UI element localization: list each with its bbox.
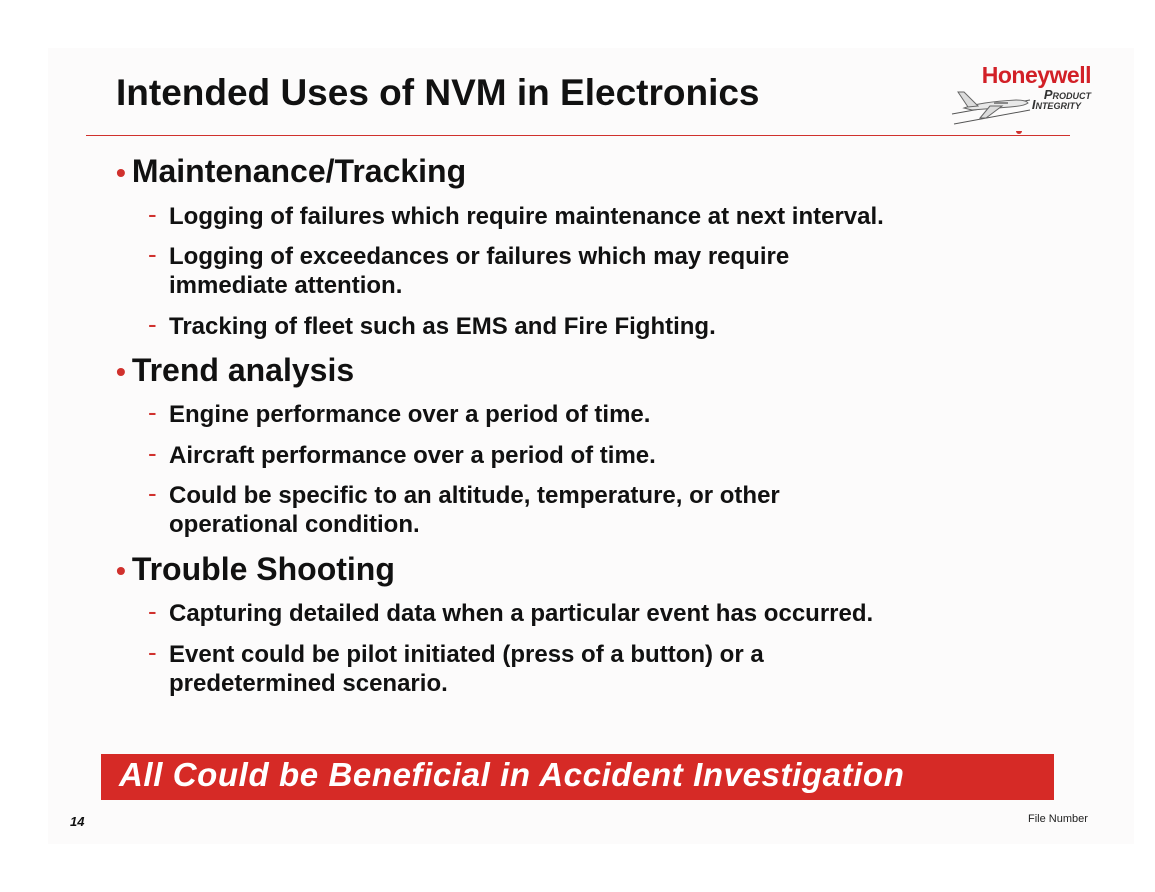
dash-icon: -	[148, 438, 157, 468]
list-item	[148, 478, 780, 539]
list-item	[148, 199, 884, 231]
logo-subtitle-line2: Integrity	[1031, 97, 1081, 112]
section-heading-text: Maintenance/Tracking	[131, 153, 467, 189]
list-item-line: Aircraft performance over a period of time.	[169, 442, 656, 469]
logo-subtitle	[1018, 87, 1091, 112]
bullet-icon: •	[116, 356, 126, 387]
list-item-line: Tracking of fleet such as EMS and Fire Fighting.	[169, 313, 716, 340]
dash-icon: -	[148, 637, 157, 667]
logo-subtitle-line1: Product	[1043, 87, 1091, 102]
list-item-line: Could be specific to an altitude, temperature, or other	[169, 482, 780, 509]
slide-title: Intended Uses of NVM in Electronics	[116, 72, 760, 113]
dash-icon: -	[148, 199, 157, 229]
list-item-line: Logging of failures which require maintenance at next interval.	[169, 203, 884, 230]
list-item-line: predetermined scenario.	[169, 670, 448, 697]
dash-icon: -	[148, 478, 157, 508]
section-heading-maintenance	[116, 153, 466, 190]
list-item	[148, 309, 716, 341]
dash-icon: -	[148, 596, 157, 626]
dash-icon: -	[148, 239, 157, 269]
list-item	[148, 397, 651, 429]
bullet-icon: •	[116, 555, 126, 586]
list-item-line: operational condition.	[169, 511, 420, 538]
list-item	[148, 438, 656, 470]
section-heading-text: Trouble Shooting	[131, 551, 395, 587]
banner-text: All Could be Beneficial in Accident Investigation	[119, 756, 905, 793]
bullet-icon: •	[116, 157, 126, 188]
list-item	[148, 239, 790, 300]
dash-icon: -	[148, 397, 157, 427]
list-item-line: Logging of exceedances or failures which may require	[169, 243, 790, 270]
section-heading-trend	[116, 352, 354, 389]
dash-icon: -	[148, 309, 157, 339]
section-heading-troubleshooting	[116, 551, 395, 588]
file-number: File Number	[1028, 813, 1088, 825]
list-item-line: immediate attention.	[169, 272, 403, 299]
list-item-line: Engine performance over a period of time.	[169, 401, 651, 428]
list-item-line: Capturing detailed data when a particular event has occurred.	[169, 600, 874, 627]
section-heading-text: Trend analysis	[131, 352, 355, 388]
conclusion-banner	[101, 754, 1054, 800]
honeywell-logo	[950, 62, 1095, 132]
list-item	[148, 596, 874, 628]
page-number: 14	[70, 814, 85, 829]
title-divider	[86, 135, 1070, 136]
list-item-line: Event could be pilot initiated (press of a button) or a	[169, 641, 764, 668]
logo-brand: Honeywell	[981, 62, 1091, 88]
list-item	[148, 637, 764, 698]
